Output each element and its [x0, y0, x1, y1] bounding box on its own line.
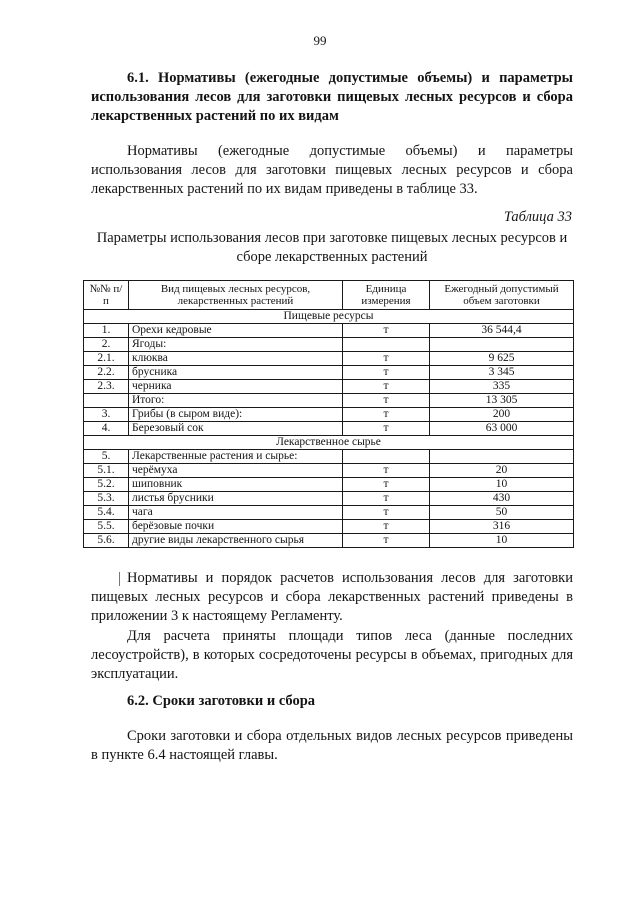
cell-num: 5.1. [84, 464, 129, 478]
after-table-paragraph-1: Нормативы и порядок расчетов использования лесов для заготовки пищевых лесных ресурсов и сбора лекарственных растений приведены в приложении 3 к настоящему Регламенту. [91, 570, 573, 624]
header-unit: Единица измерения [343, 281, 430, 310]
cell-unit [343, 450, 430, 464]
section-heading-6-1: 6.1. Нормативы (ежегодные допустимые объемы) и параметры использования лесов для заготовки пищевых лесных ресурсов и сбора лекарственных растений по их видам [91, 70, 573, 124]
table-group-row [84, 310, 574, 324]
cell-name: Березовый сок [129, 422, 343, 436]
cell-name: Итого: [129, 394, 343, 408]
section-6-2-paragraph: Сроки заготовки и сбора отдельных видов лесных ресурсов приведены в пункте 6.4 настоящей главы. [91, 728, 573, 763]
cell-unit: т [343, 422, 430, 436]
cell-name: берёзовые почки [129, 520, 343, 534]
cell-value: 316 [430, 520, 574, 534]
cell-num: 5.5. [84, 520, 129, 534]
header-value: Ежегодный допустимый объем заготовки [430, 281, 574, 310]
table-row [84, 408, 574, 422]
table-body [84, 310, 574, 548]
table-row [84, 534, 574, 548]
cell-unit: т [343, 534, 430, 548]
page-number: 99 [313, 33, 327, 48]
table-group-title: Лекарственное сырье [84, 436, 574, 450]
cell-value [430, 338, 574, 352]
cell-num: 5.3. [84, 492, 129, 506]
resources-table [83, 280, 574, 548]
header-name: Вид пищевых лесных ресурсов, лекарственных растений [129, 281, 343, 310]
table-group-title: Пищевые ресурсы [84, 310, 574, 324]
table-row [84, 366, 574, 380]
cell-unit: т [343, 506, 430, 520]
cell-value: 3 345 [430, 366, 574, 380]
table-row [84, 492, 574, 506]
header-num: №№ п/п [84, 281, 129, 310]
cell-value: 335 [430, 380, 574, 394]
section-heading-6-2: 6.2. Сроки заготовки и сбора [127, 693, 316, 709]
table-label: Таблица 33 [503, 209, 572, 225]
table-group-row [84, 436, 574, 450]
cell-value: 9 625 [430, 352, 574, 366]
cell-value: 63 000 [430, 422, 574, 436]
table-header-row [84, 281, 574, 310]
after-table-paragraph-2: Для расчета приняты площади типов леса (данные последних лесоустройств), в которых сосредоточены ресурсы в объемах, пригодных для эксплуатации. [91, 628, 573, 682]
cell-name: чага [129, 506, 343, 520]
cell-name: Орехи кедровые [129, 324, 343, 338]
table-row [84, 464, 574, 478]
cell-value: 50 [430, 506, 574, 520]
cell-unit: т [343, 380, 430, 394]
cell-unit: т [343, 408, 430, 422]
cell-unit: т [343, 492, 430, 506]
cell-unit: т [343, 464, 430, 478]
table-row [84, 450, 574, 464]
cell-num: 3. [84, 408, 129, 422]
cell-value: 10 [430, 478, 574, 492]
cell-unit [343, 338, 430, 352]
cell-unit: т [343, 520, 430, 534]
cell-unit: т [343, 324, 430, 338]
cell-num: 2.2. [84, 366, 129, 380]
cell-value: 20 [430, 464, 574, 478]
cell-name: листья брусники [129, 492, 343, 506]
table-row [84, 338, 574, 352]
table-row [84, 352, 574, 366]
cell-name: Лекарственные растения и сырье: [129, 450, 343, 464]
cell-num: 5.2. [84, 478, 129, 492]
cell-name: клюква [129, 352, 343, 366]
cell-value: 13 305 [430, 394, 574, 408]
intro-paragraph: Нормативы (ежегодные допустимые объемы) и параметры использования лесов для заготовки пищевых лесных ресурсов и сбора лекарственных растений по их видам приведены в таблице 33. [91, 143, 573, 197]
cell-name: черёмуха [129, 464, 343, 478]
cell-value [430, 450, 574, 464]
cell-num [84, 394, 129, 408]
cell-name: шиповник [129, 478, 343, 492]
table-row [84, 506, 574, 520]
cell-num: 5.4. [84, 506, 129, 520]
cell-name: другие виды лекарственного сырья [129, 534, 343, 548]
cell-num: 1. [84, 324, 129, 338]
cell-num: 5.6. [84, 534, 129, 548]
cell-num: 2. [84, 338, 129, 352]
table-row [84, 422, 574, 436]
cell-value: 10 [430, 534, 574, 548]
table-row [84, 520, 574, 534]
cell-num: 2.1. [84, 352, 129, 366]
table-caption: Параметры использования лесов при заготовке пищевых лесных ресурсов и сборе лекарственных растений [96, 230, 568, 265]
table-row [84, 380, 574, 394]
cell-name: брусника [129, 366, 343, 380]
cell-value: 36 544,4 [430, 324, 574, 338]
cell-unit: т [343, 478, 430, 492]
table-row [84, 478, 574, 492]
cell-name: черника [129, 380, 343, 394]
cell-unit: т [343, 366, 430, 380]
cell-name: Грибы (в сыром виде): [129, 408, 343, 422]
cell-value: 200 [430, 408, 574, 422]
cell-num: 2.3. [84, 380, 129, 394]
table-row [84, 394, 574, 408]
cell-unit: т [343, 352, 430, 366]
cell-name: Ягоды: [129, 338, 343, 352]
cell-unit: т [343, 394, 430, 408]
cell-num: 4. [84, 422, 129, 436]
cell-value: 430 [430, 492, 574, 506]
table-row [84, 324, 574, 338]
cell-num: 5. [84, 450, 129, 464]
